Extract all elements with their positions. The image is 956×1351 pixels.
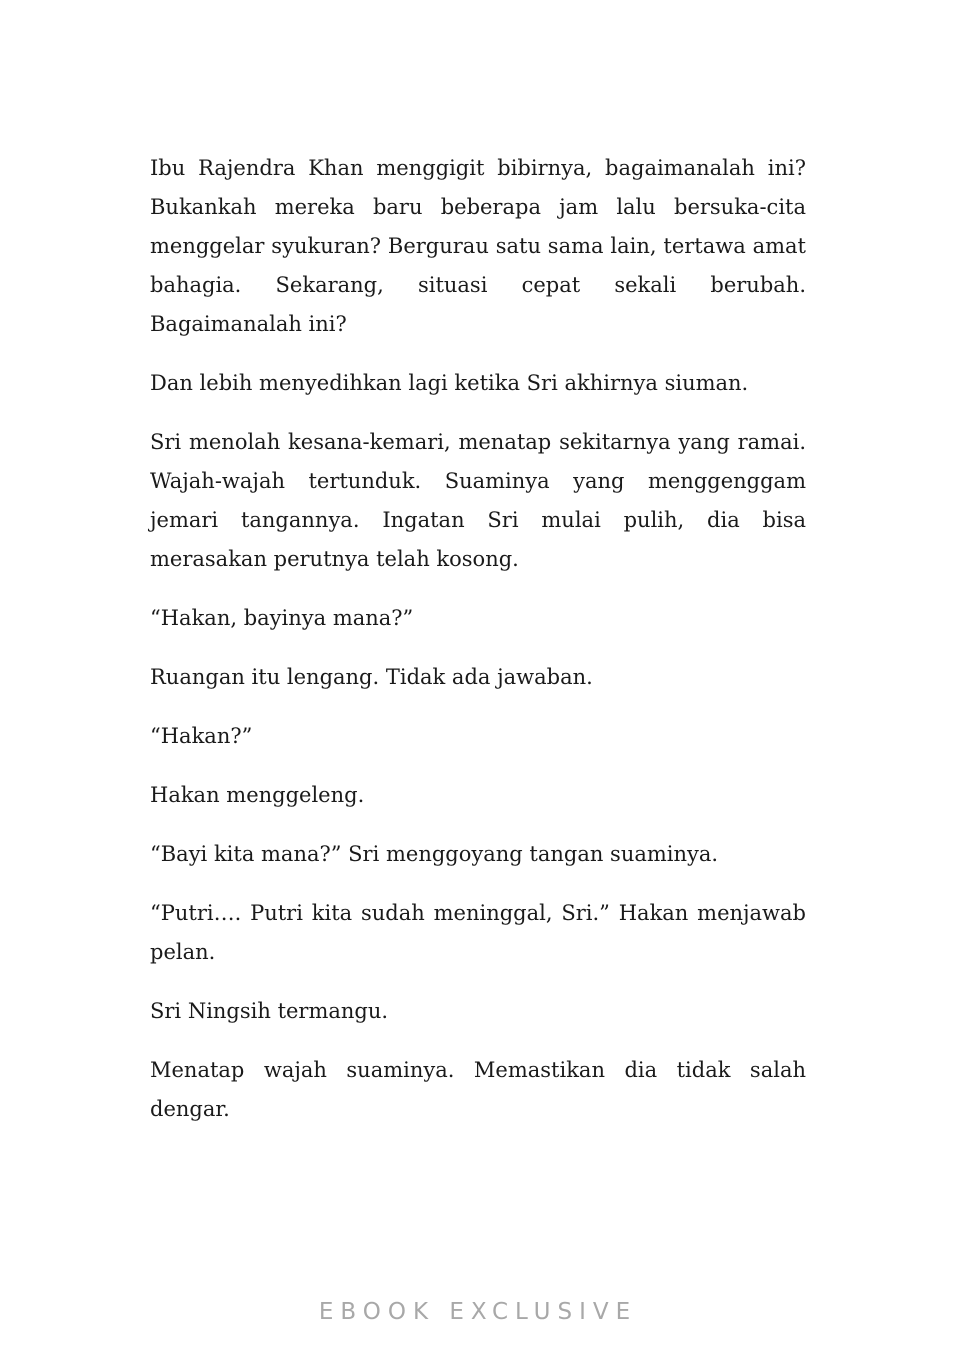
paragraph: “Hakan, bayinya mana?” — [150, 606, 414, 630]
paragraph: Dan lebih menyedihkan lagi ketika Sri akhirnya siuman. — [150, 371, 749, 395]
paragraph: Sri Ningsih termangu. — [150, 999, 389, 1023]
paragraph: Sri menolah kesana-kemari, menatap sekitarnya yang ramai. Wajah-wajah tertunduk. Suaminya yang menggenggam jemari tangannya. Ingatan Sri mulai pulih, dia bisa merasakan perutnya telah kosong. — [150, 430, 806, 571]
paragraph: Menatap wajah suaminya. Memastikan dia tidak salah dengar. — [150, 1058, 806, 1121]
paragraph: “Putri…. Putri kita sudah meninggal, Sri.” Hakan menjawab pelan. — [150, 901, 806, 964]
paragraph: Ruangan itu lengang. Tidak ada jawaban. — [150, 665, 593, 689]
paragraph: “Bayi kita mana?” Sri menggoyang tangan suaminya. — [150, 842, 719, 866]
paragraph: “Hakan?” — [150, 724, 253, 748]
paragraph: Ibu Rajendra Khan menggigit bibirnya, bagaimanalah ini? Bukankah mereka baru beberapa jam lalu bersuka-cita menggelar syukuran? Bergurau satu sama lain, tertawa amat bahagia. Sekarang, situasi cepat sekali berubah. Bagaimanalah ini? — [150, 156, 806, 336]
paragraph: Hakan menggeleng. — [150, 783, 365, 807]
ebook-exclusive-footer: EBOOK EXCLUSIVE — [318, 1299, 638, 1325]
page-body — [150, 149, 806, 1149]
